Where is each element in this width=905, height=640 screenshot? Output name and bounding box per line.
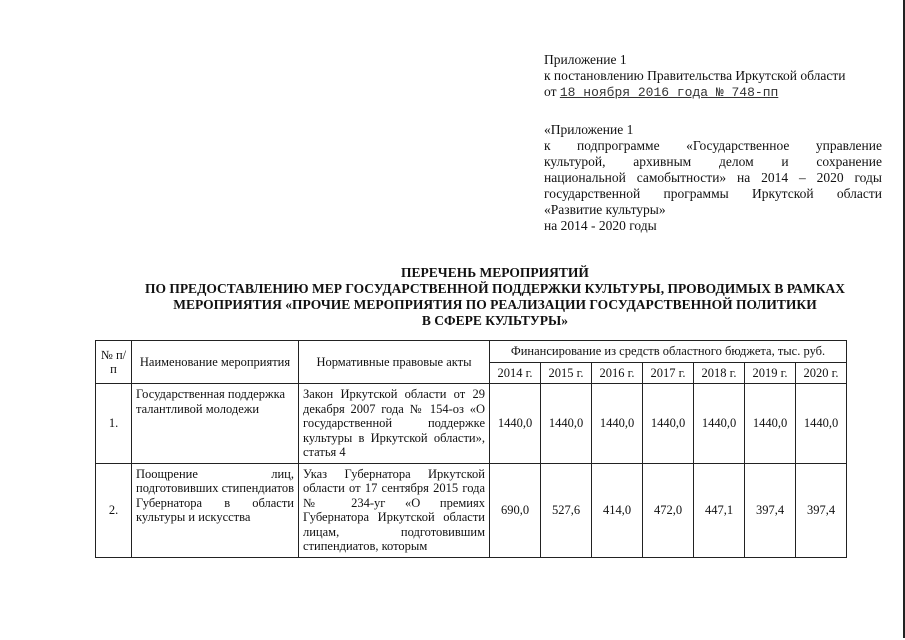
decree-prefix: от — [544, 84, 557, 99]
heading-line: ПО ПРЕДОСТАВЛЕНИЮ МЕР ГОСУДАРСТВЕННОЙ ПОДДЕРЖКИ КУЛЬТУРЫ, ПРОВОДИМЫХ В РАМКАХ — [144, 281, 846, 296]
header-year: 2018 г. — [694, 362, 745, 384]
sub-appendix-block — [544, 122, 882, 234]
header-year: 2016 г. — [592, 362, 643, 384]
funding-value: 397,4 — [796, 463, 847, 557]
funding-value: 527,6 — [541, 463, 592, 557]
sub-appendix-line: государственной программы Иркутской области — [544, 186, 882, 201]
row-number: 2. — [96, 463, 132, 557]
funding-value: 414,0 — [592, 463, 643, 557]
document-heading — [120, 265, 870, 329]
funding-value: 472,0 — [643, 463, 694, 557]
legal-act: Указ Губернатора Иркутской области от 17 сентября 2015 года № 234-уг «О премиях Губернатора Иркутской области лицам, подготовившим стипендиатов, которым — [299, 463, 490, 557]
funding-value: 1440,0 — [643, 384, 694, 464]
events-table — [95, 340, 847, 558]
sub-appendix-line: на 2014 - 2020 годы — [544, 218, 657, 233]
header-num: № п/п — [96, 341, 132, 384]
funding-value: 1440,0 — [745, 384, 796, 464]
header-year: 2017 г. — [643, 362, 694, 384]
heading-line: МЕРОПРИЯТИЯ «ПРОЧИЕ МЕРОПРИЯТИЯ ПО РЕАЛИЗАЦИИ ГОСУДАРСТВЕННОЙ ПОЛИТИКИ — [173, 297, 817, 312]
table-header-row — [96, 341, 847, 363]
funding-value: 1440,0 — [694, 384, 745, 464]
header-year: 2019 г. — [745, 362, 796, 384]
funding-value: 690,0 — [490, 463, 541, 557]
header-year: 2014 г. — [490, 362, 541, 384]
row-number: 1. — [96, 384, 132, 464]
sub-appendix-line: «Развитие культуры» — [544, 202, 666, 217]
funding-value: 447,1 — [694, 463, 745, 557]
header-year: 2015 г. — [541, 362, 592, 384]
funding-value: 1440,0 — [796, 384, 847, 464]
funding-value: 1440,0 — [490, 384, 541, 464]
header-name: Наименование мероприятия — [132, 341, 299, 384]
funding-value: 1440,0 — [541, 384, 592, 464]
heading-line: В СФЕРЕ КУЛЬТУРЫ» — [421, 313, 569, 328]
table-row — [96, 463, 847, 557]
header-financing: Финансирование из средств областного бюджета, тыс. руб. — [490, 341, 847, 363]
sub-appendix-line: культурой, архивным делом и сохранение — [544, 154, 882, 169]
header-law: Нормативные правовые акты — [299, 341, 490, 384]
heading-line: ПЕРЕЧЕНЬ МЕРОПРИЯТИЙ — [401, 265, 589, 280]
event-name: Поощрение лиц, подготовивших стипендиатов Губернатора в области культуры и искусства — [132, 463, 299, 557]
sub-appendix-line: национальной самобытности» на 2014 – 2020 годы — [544, 170, 882, 185]
legal-act: Закон Иркутской области от 29 декабря 2007 года № 154-оз «О государственной поддержке культуры в Иркутской области», статья 4 — [299, 384, 490, 464]
sub-appendix-title: «Приложение 1 — [544, 122, 634, 137]
sub-appendix-line: к подпрограмме «Государственное управление — [544, 138, 882, 153]
decree-number: 18 ноября 2016 года № 748-пп — [559, 85, 779, 100]
appendix-block — [544, 52, 884, 101]
event-name: Государственная поддержка талантливой молодежи — [132, 384, 299, 464]
header-year: 2020 г. — [796, 362, 847, 384]
appendix-decree-line — [544, 84, 884, 101]
table-row — [96, 384, 847, 464]
funding-value: 1440,0 — [592, 384, 643, 464]
funding-value: 397,4 — [745, 463, 796, 557]
appendix-line: к постановлению Правительства Иркутской области — [544, 68, 846, 83]
appendix-title: Приложение 1 — [544, 52, 627, 67]
